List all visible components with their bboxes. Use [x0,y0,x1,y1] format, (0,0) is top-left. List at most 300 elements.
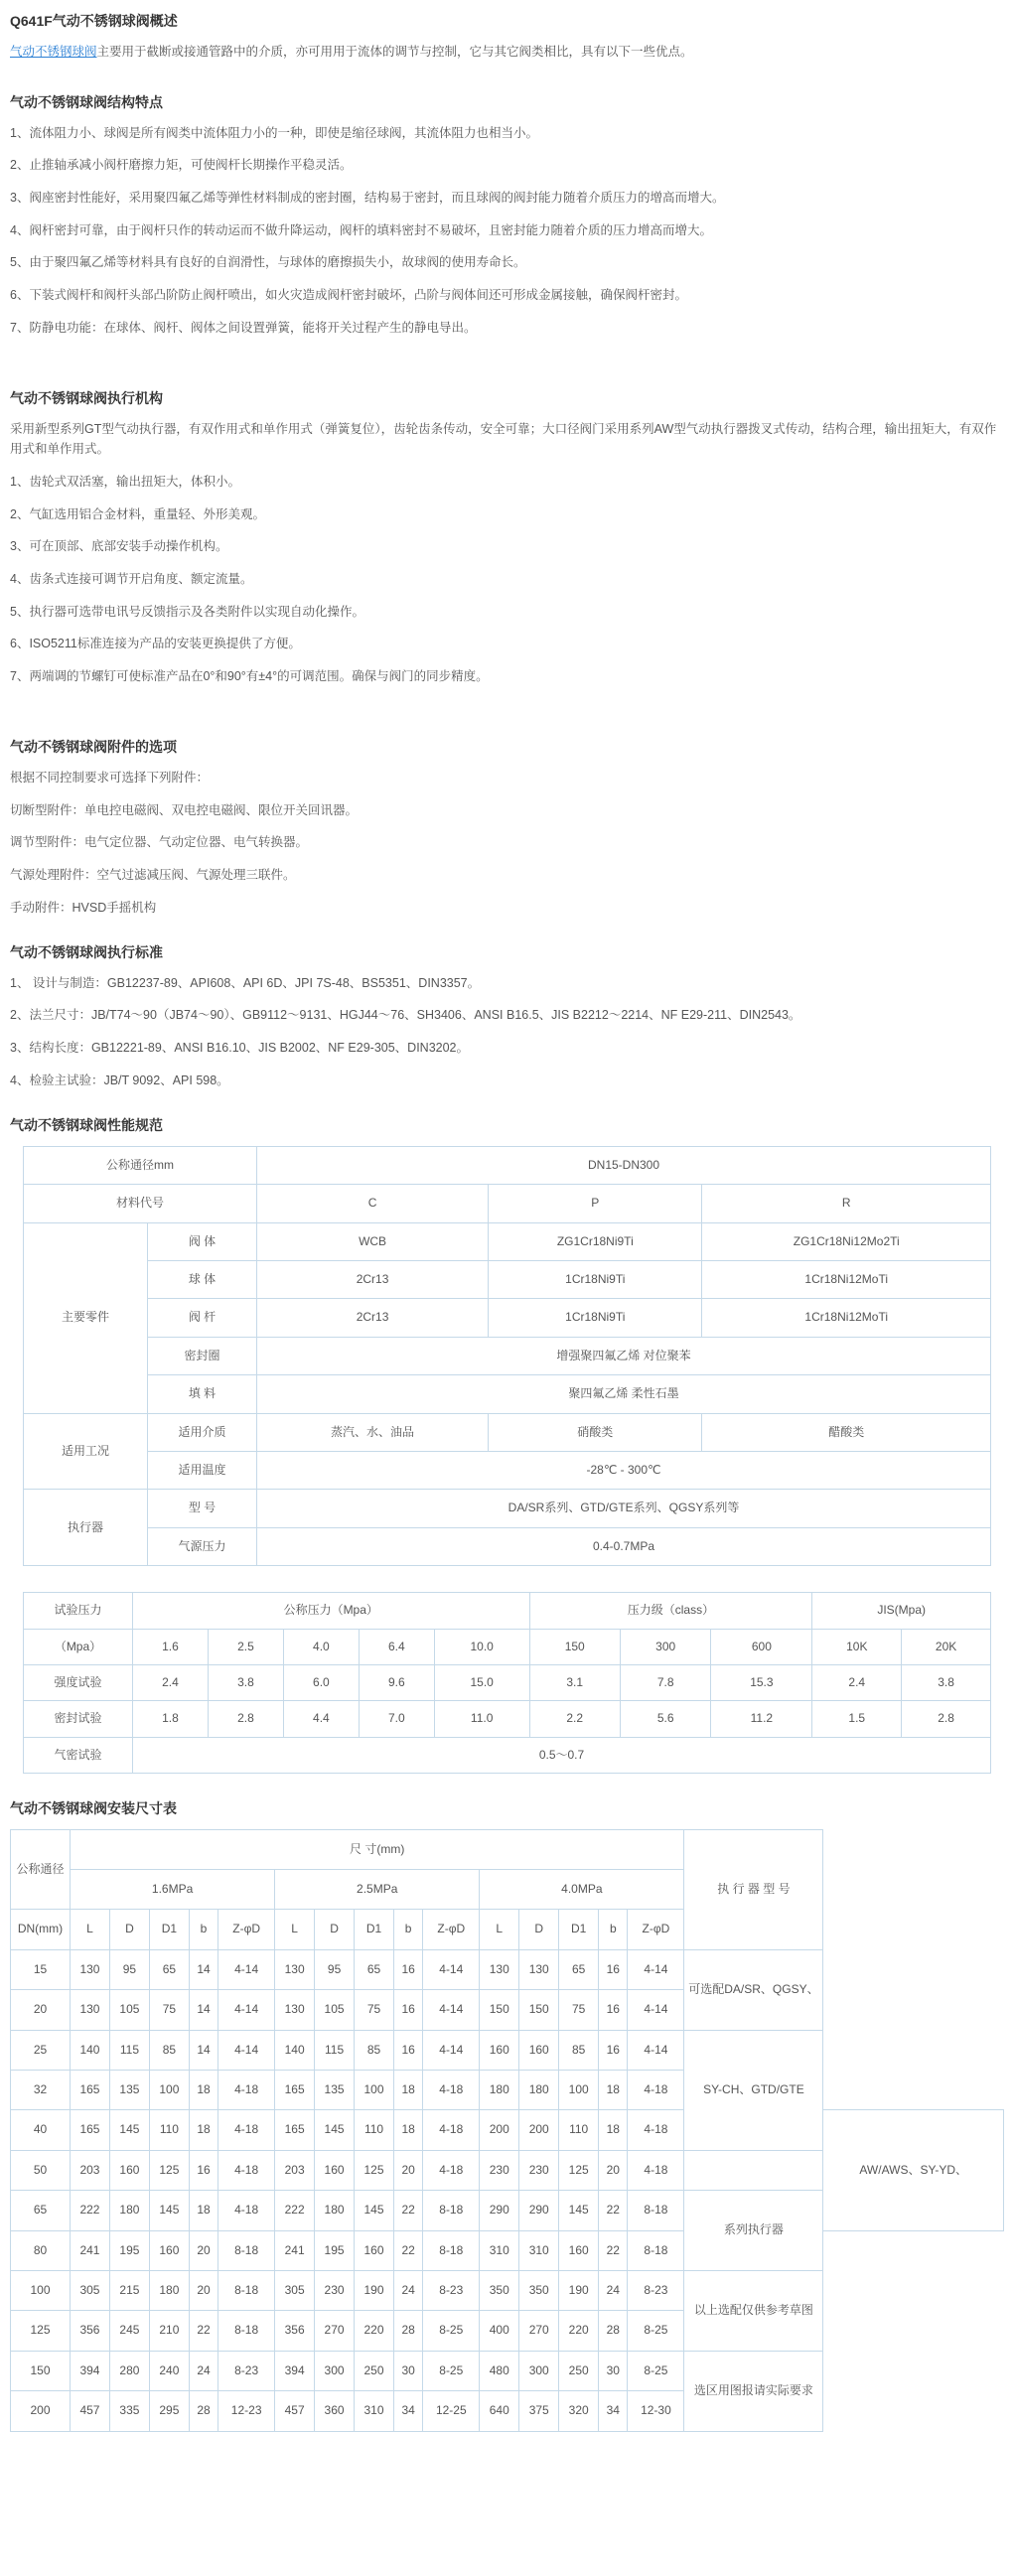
dim-cell: 100 [149,2071,189,2110]
table-row [11,2230,1004,2270]
dim-cell: 22 [599,2191,628,2230]
table-row [24,1146,991,1184]
dim-cell: 190 [559,2270,599,2310]
perf-cell: 2Cr13 [257,1299,489,1337]
pres-cell: 11.2 [711,1701,812,1737]
table-row [24,1527,991,1565]
actuator-title: 气动不锈钢球阀执行机构 [10,390,163,407]
dim-cell: 160 [519,2030,559,2070]
perf-model-value: DA/SR系列、GTD/GTE系列、QGSY系列等 [257,1490,991,1527]
accessories-item: 根据不同控制要求可选择下列附件： [10,771,210,785]
pres-cell: 9.6 [359,1664,434,1700]
table-row [24,1413,991,1451]
dim-cell: 16 [394,1990,423,2030]
dim-cell: 8-23 [628,2270,684,2310]
pres-cell: 1.5 [812,1701,902,1737]
dim-cell: 290 [519,2191,559,2230]
perf-part-name: 球 体 [148,1260,257,1298]
dim-cell: 18 [189,2110,217,2150]
dim-cell: 24 [189,2351,217,2390]
table-row [11,2110,1004,2150]
dim-cell: 240 [149,2351,189,2390]
perf-model-label: 型 号 [148,1490,257,1527]
table-row [24,1737,991,1773]
dim-subhead: Z-φD [423,1910,480,1949]
dim-cell: 222 [71,2191,110,2230]
pres-cell: 1.8 [133,1701,209,1737]
dim-cell: 241 [275,2230,315,2270]
dim-cell: 356 [71,2311,110,2351]
dim-cell: 195 [315,2230,355,2270]
perf-part-name: 阀 杆 [148,1299,257,1337]
dim-subhead: D [315,1910,355,1949]
installation-dimension-table [10,1829,1004,2432]
accessories-item: 调节型附件：电气定位器、气动定位器、电气转换器。 [10,835,309,850]
dim-dn: 200 [11,2391,71,2431]
perf-cell: 1Cr18Ni9Ti [489,1299,702,1337]
actuator-item: 4、齿条式连接可调节开启角度、额定流量。 [10,571,253,586]
section-actuator [10,389,1004,686]
dim-cell: 300 [519,2351,559,2390]
dim-dn: 40 [11,2110,71,2150]
dim-cell: 100 [355,2071,394,2110]
dim-subhead: L [71,1910,110,1949]
pres-row-label: 强度试验 [24,1664,133,1700]
pres-cell: 6.0 [283,1664,359,1700]
pres-group-jis: JIS(Mpa) [812,1593,991,1629]
dim-dn: 150 [11,2351,71,2390]
section-accessories [10,738,1004,918]
section-standards [10,943,1004,1090]
dim-cell: 14 [189,1949,217,1989]
dim-cell: 65 [559,1949,599,1989]
dim-cell: 640 [480,2391,519,2431]
pres-cell: 2.2 [529,1701,620,1737]
spacer [10,75,1004,93]
dim-cell: 203 [71,2150,110,2190]
dim-cell: 65 [355,1949,394,1989]
accessories-item: 气源处理附件：空气过滤减压阀、气源处理三联件。 [10,867,296,882]
dim-act-note: 以上选配仅供参考草图 [684,2270,823,2351]
dim-subhead: b [189,1910,217,1949]
dim-cell: 241 [71,2230,110,2270]
dim-act-note: 选区用图报请实际要求 [684,2351,823,2431]
dim-cell: 180 [149,2270,189,2310]
dim-cell: 4-14 [423,2030,480,2070]
dim-cell: 300 [315,2351,355,2390]
pres-group-nominal: 公称压力（Mpa） [133,1593,530,1629]
table-row [24,1701,991,1737]
dim-cell: 310 [355,2391,394,2431]
pres-nominal-head: 6.4 [359,1629,434,1664]
dim-cell: 180 [315,2191,355,2230]
dim-subhead: D [109,1910,149,1949]
dim-cell: 394 [275,2351,315,2390]
dim-pressure-group: 1.6MPa [71,1870,275,1910]
dim-cell: 4-14 [423,1949,480,1989]
dim-cell: 4-18 [423,2150,480,2190]
dim-actuator-label: 执 行 器 型 号 [684,1829,823,1949]
dim-cell: 115 [109,2030,149,2070]
dim-cell: 8-18 [218,2270,275,2310]
perf-mat-label: 材料代号 [24,1185,257,1222]
table-row [11,1829,1004,1869]
dim-cell: 18 [394,2110,423,2150]
pressure-test-table [23,1592,991,1774]
dim-cell: 310 [480,2230,519,2270]
dim-cell: 230 [315,2270,355,2310]
dim-cell: 200 [519,2110,559,2150]
perf-dn-value: DN15-DN300 [257,1146,991,1184]
actuator-item: 1、齿轮式双活塞，输出扭矩大，体积小。 [10,475,240,490]
dim-pressure-group: 4.0MPa [480,1870,684,1910]
perf-group-cond: 适用工况 [24,1413,148,1490]
dim-cell: 8-18 [218,2311,275,2351]
dim-cell: 160 [109,2150,149,2190]
table-row [11,2391,1004,2431]
dim-cell: 145 [149,2191,189,2230]
dim-cell: 8-23 [423,2270,480,2310]
actuator-item: 6、ISO5211标准连接为产品的安装更换提供了方便。 [10,637,301,651]
performance-table [23,1146,991,1566]
dim-cell: 145 [355,2191,394,2230]
pres-corner-unit: （Mpa） [24,1629,133,1664]
dim-cell: 8-18 [423,2191,480,2230]
dim-cell: 65 [149,1949,189,1989]
pres-air-label: 气密试验 [24,1737,133,1773]
dim-cell: 8-18 [218,2230,275,2270]
dim-cell: 30 [599,2351,628,2390]
dim-cell: 20 [599,2150,628,2190]
dim-cell: 4-18 [628,2071,684,2110]
actuator-item: 2、气缸选用铝合金材料，重量轻、外形美观。 [10,506,265,521]
dim-cell: 180 [109,2191,149,2230]
dim-cell: 335 [109,2391,149,2431]
dim-cell: 350 [519,2270,559,2310]
structure-item: 3、阀座密封性能好，采用聚四氟乙烯等弹性材料制成的密封圈，结构易于密封，而且球阀的阀封能力随着介质压力的增高而增大。 [10,191,725,206]
perf-part-name: 密封圈 [148,1337,257,1374]
dim-cell: 480 [480,2351,519,2390]
dim-cell: 160 [355,2230,394,2270]
dim-cell: 160 [559,2230,599,2270]
dim-pressure-group: 2.5MPa [275,1870,480,1910]
dim-cell: 230 [480,2150,519,2190]
dim-cell: 360 [315,2391,355,2431]
dim-cell: 75 [355,1990,394,2030]
dim-cell: 400 [480,2311,519,2351]
dim-cell: 110 [149,2110,189,2150]
dim-cell: 4-14 [423,1990,480,2030]
perf-medium-label: 适用介质 [148,1413,257,1451]
dim-cell: 140 [275,2030,315,2070]
dim-cell: 135 [109,2071,149,2110]
structure-item: 4、阀杆密封可靠，由于阀杆只作的转动运而不做升降运动，阀杆的填料密封不易破坏，且密封能力随着介质的压力增高而增大。 [10,222,712,237]
dim-cell: 28 [394,2311,423,2351]
dim-cell: 165 [275,2071,315,2110]
dim-subhead: Z-φD [218,1910,275,1949]
accessories-item: 切断型附件：单电控电磁阀、双电控电磁阀、限位开关回讯器。 [10,802,359,817]
dim-cell: 28 [599,2311,628,2351]
table-row [11,2030,1004,2070]
perf-cell: 醋酸类 [702,1413,991,1451]
dim-cell: 195 [109,2230,149,2270]
standards-item: 1、 设计与制造：GB12237-89、API608、API 6D、JPI 7S-48、BS5351、DIN3357。 [10,975,481,990]
perf-group-act: 执行器 [24,1490,148,1566]
dim-cell: 34 [599,2391,628,2431]
dim-cell: 250 [559,2351,599,2390]
dim-cell: 295 [149,2391,189,2431]
dim-cell: 85 [355,2030,394,2070]
dim-dn: 32 [11,2071,71,2110]
structure-item: 5、由于聚四氟乙烯等材料具有良好的自润滑性，与球体的磨擦损失小，故球阀的使用寿命长。 [10,255,526,270]
pres-corner-label: 试验压力 [24,1593,133,1629]
dim-cell: 95 [315,1949,355,1989]
structure-title: 气动不锈钢球阀结构特点 [10,94,163,111]
dim-cell: 16 [599,1949,628,1989]
table-row [24,1490,991,1527]
pres-cell: 2.4 [812,1664,902,1700]
performance-table-wrap [10,1146,1004,1566]
dim-cell: 457 [71,2391,110,2431]
dim-cell: 270 [315,2311,355,2351]
overview-text: 主要用于截断或接通管路中的介质，亦可用用于流体的调节与控制，它与其它阀类相比，具有以下一些优点。 [96,44,693,59]
pres-cell: 4.4 [283,1701,359,1737]
pres-class-head: 150 [529,1629,620,1664]
table-row [11,1949,1004,1989]
dim-cell: 85 [559,2030,599,2070]
dim-cell: 16 [189,2150,217,2190]
dim-cell: 220 [559,2311,599,2351]
dim-cell: 4-14 [628,1949,684,1989]
dim-cell: 305 [71,2270,110,2310]
dim-cell: 160 [480,2030,519,2070]
pres-cell: 15.3 [711,1664,812,1700]
dim-cell: 18 [599,2110,628,2150]
dim-dn: 80 [11,2230,71,2270]
dim-cell: 160 [315,2150,355,2190]
pres-air-value: 0.5～0.7 [133,1737,991,1773]
dim-cell: 145 [109,2110,149,2150]
structure-item: 1、流体阻力小、球阀是所有阀类中流体阻力小的一种，即使是缩径球阀，其流体阻力也相当小。 [10,125,538,140]
dim-cell: 105 [109,1990,149,2030]
dim-cell: 34 [394,2391,423,2431]
dim-cell: 4-18 [218,2071,275,2110]
perf-cell: 2Cr13 [257,1260,489,1298]
dim-cell: 22 [394,2230,423,2270]
dim-cell: 125 [559,2150,599,2190]
product-link[interactable]: 气动不锈钢球阀 [10,44,97,59]
pres-nominal-head: 10.0 [434,1629,529,1664]
pres-cell: 2.8 [902,1701,991,1737]
dim-cell: 130 [275,1990,315,2030]
dim-subhead: b [599,1910,628,1949]
dim-cell: 24 [599,2270,628,2310]
dim-cell: 350 [480,2270,519,2310]
table-row [24,1260,991,1298]
dim-cell: 22 [394,2191,423,2230]
dim-cell: 115 [315,2030,355,2070]
standards-item: 3、结构长度：GB12221-89、ANSI B16.10、JIS B2002、NF E29-305、DIN3202。 [10,1040,470,1055]
dim-cell: 4-18 [218,2150,275,2190]
dim-cell: 24 [394,2270,423,2310]
actuator-item: 7、两端调的节螺钉可使标准产品在0°和90°有±4°的可调范围。确保与阀门的同步精度。 [10,668,489,683]
pres-cell: 3.1 [529,1664,620,1700]
table-row [24,1451,991,1489]
dim-subhead: L [275,1910,315,1949]
dim-cell: 130 [71,1990,110,2030]
dim-cell: 8-25 [423,2351,480,2390]
overview-paragraph [10,42,1004,63]
dim-cell: 16 [394,1949,423,1989]
dim-cell: 4-14 [218,1949,275,1989]
table-row [24,1222,991,1260]
dim-cell: 180 [480,2071,519,2110]
dim-dn: 15 [11,1949,71,1989]
dim-cell: 110 [355,2110,394,2150]
dim-cell: 4-18 [218,2191,275,2230]
dim-cell: 14 [189,2030,217,2070]
perf-cell: 1Cr18Ni9Ti [489,1260,702,1298]
perf-group-main: 主要零件 [24,1222,148,1413]
dim-cell: 180 [519,2071,559,2110]
dim-cell: 215 [109,2270,149,2310]
spacer [10,363,1004,389]
pres-cell: 15.0 [434,1664,529,1700]
dim-cell: 85 [149,2030,189,2070]
dim-cell: 4-14 [218,2030,275,2070]
dim-cell: 125 [355,2150,394,2190]
dim-cell: 145 [559,2191,599,2230]
perf-cell: ZG1Cr18Ni9Ti [489,1222,702,1260]
dim-dn: 65 [11,2191,71,2230]
dim-cell: 18 [189,2071,217,2110]
pres-cell: 3.8 [208,1664,283,1700]
dim-cell: 16 [394,2030,423,2070]
dim-cell: 28 [189,2391,217,2431]
dim-cell: 18 [599,2071,628,2110]
dim-cell: 290 [480,2191,519,2230]
pres-class-head: 600 [711,1629,812,1664]
dim-subhead: L [480,1910,519,1949]
section-structure [10,93,1004,338]
dim-cell: 14 [189,1990,217,2030]
perf-cell: 1Cr18Ni12MoTi [702,1260,991,1298]
table-row [11,2311,1004,2351]
perf-cell: WCB [257,1222,489,1260]
dim-cell: 16 [599,2030,628,2070]
perf-cell-span: 增强聚四氟乙烯 对位聚苯 [257,1337,991,1374]
dim-cell: 18 [394,2071,423,2110]
dim-cell: 305 [275,2270,315,2310]
accessories-title: 气动不锈钢球阀附件的选项 [10,739,177,756]
dim-cell: 12-23 [218,2391,275,2431]
dim-cell: 356 [275,2311,315,2351]
dim-cell: 135 [315,2071,355,2110]
pres-nominal-head: 4.0 [283,1629,359,1664]
dim-cell: 8-23 [218,2351,275,2390]
standards-title: 气动不锈钢球阀执行标准 [10,944,163,961]
dim-cell: 150 [480,1990,519,2030]
dim-cell: 110 [559,2110,599,2150]
dim-subhead: Z-φD [628,1910,684,1949]
pres-cell: 7.0 [359,1701,434,1737]
dim-cell: 165 [71,2110,110,2150]
pres-jis-head: 10K [812,1629,902,1664]
dim-cell: 145 [315,2110,355,2150]
dim-cell: 75 [149,1990,189,2030]
dim-subhead: D [519,1910,559,1949]
dim-cell: 8-18 [423,2230,480,2270]
dim-cell: 16 [599,1990,628,2030]
perf-cell: 蒸汽、水、油品 [257,1413,489,1451]
dim-cell: 4-18 [628,2150,684,2190]
spacer [10,712,1004,738]
pres-group-class: 压力级（class） [529,1593,812,1629]
table-row [24,1185,991,1222]
dim-subhead: b [394,1910,423,1949]
section-overview [10,12,1004,62]
dim-cell: 12-30 [628,2391,684,2431]
dim-cell: 20 [394,2150,423,2190]
dim-cell: 8-18 [628,2191,684,2230]
dim-subhead: D1 [149,1910,189,1949]
pres-row-label: 密封试验 [24,1701,133,1737]
dim-cell: 22 [189,2311,217,2351]
dim-cell: 200 [480,2110,519,2150]
dim-cell: 125 [149,2150,189,2190]
dim-cell: 4-18 [628,2110,684,2150]
actuator-item: 5、执行器可选带电讯号反馈指示及各类附件以实现自动化操作。 [10,604,364,619]
dim-cell: 220 [355,2311,394,2351]
perf-temp-label: 适用温度 [148,1451,257,1489]
perf-part-name: 填 料 [148,1375,257,1413]
dim-cell: 4-14 [628,2030,684,2070]
dim-cell: 280 [109,2351,149,2390]
dim-cell: 230 [519,2150,559,2190]
dim-act-note: 可选配DA/SR、QGSY、 [684,1949,823,2030]
standards-item: 2、法兰尺寸：JB/T74～90（JB74～90）、GB9112～9131、HGJ44～76、SH3406、ANSI B16.5、JIS B2212～2214、NF E29-211、DIN2543。 [10,1008,801,1023]
dim-dn: 50 [11,2150,71,2190]
pres-nominal-head: 2.5 [208,1629,283,1664]
pres-class-head: 300 [620,1629,710,1664]
dim-subhead: D1 [355,1910,394,1949]
dim-cell: 8-18 [628,2230,684,2270]
table-row [11,2270,1004,2310]
overview-title: Q641F气动不锈钢球阀概述 [10,13,178,29]
structure-item: 7、防静电功能：在球体、阀杆、阀体之间设置弹簧，能将开关过程产生的静电导出。 [10,320,477,335]
dim-table-wrap [10,1829,1004,2432]
dim-cell: 12-25 [423,2391,480,2431]
dim-cell: 165 [275,2110,315,2150]
dim-cell: 457 [275,2391,315,2431]
dim-cell: 4-18 [423,2110,480,2150]
accessories-item: 手动附件：HVSD手摇机构 [10,900,157,915]
dim-cell: 4-18 [423,2071,480,2110]
standards-item: 4、检验主试验：JB/T 9092、API 598。 [10,1073,229,1087]
pressure-table-wrap [10,1592,1004,1774]
dim-cell: 105 [315,1990,355,2030]
table-row [24,1299,991,1337]
pres-cell: 2.8 [208,1701,283,1737]
install-title: 气动不锈钢球阀安装尺寸表 [10,1800,177,1817]
pres-cell: 11.0 [434,1701,529,1737]
perf-cell: ZG1Cr18Ni12Mo2Ti [702,1222,991,1260]
dim-dn-label: 公称通径 [11,1829,71,1910]
dim-cell: 30 [394,2351,423,2390]
dim-cell: 75 [559,1990,599,2030]
table-row [24,1337,991,1374]
table-row [11,1990,1004,2030]
